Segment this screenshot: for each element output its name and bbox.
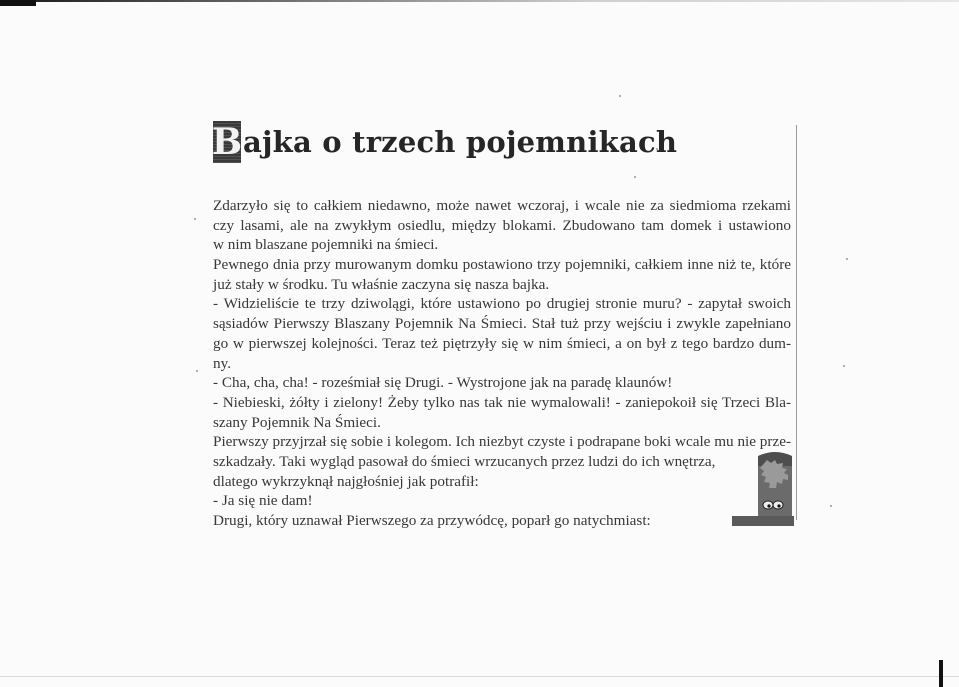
body-line: szkadzały. Taki wygląd pasował do śmieci wrzucanych przez ludzi do ich wnętrza, — [213, 452, 716, 470]
scan-edge-bottom — [0, 676, 959, 677]
story-title — [213, 117, 677, 167]
body-line: już stały w środku. Tu właśnie zaczyna się nasza bajka. — [213, 275, 550, 293]
scan-edge-line — [36, 0, 959, 2]
body-line: Pierwszy przyjrzał się sobie i kolegom. Ich niezbyt czyste i podrapane boki wcale mu nie prze- — [213, 433, 791, 451]
body-line: - Niebieski, żółty i zielony! Żeby tylko nas tak nie wymalowali! - zaniepokoił się Trzeci Bla- — [213, 393, 791, 411]
body-line: - Ja się nie dam! — [213, 492, 313, 510]
trash-can-mascot-illustration — [732, 450, 794, 526]
body-line: dlatego wykrzyknął najgłośniej jak potrafił: — [213, 472, 479, 490]
body-line: go w pierwszej kolejności. Teraz też piętrzyły się w nim śmieci, a on był z tego bardzo dum- — [213, 334, 791, 352]
scan-edge-top — [0, 0, 36, 6]
body-line: Zdarzyło się to całkiem niedawno, może nawet wczoraj, i wcale nie za siedmioma rzekami — [213, 197, 791, 214]
body-line: Pewnego dnia przy murowanym domku postawiono trzy pojemniki, całkiem inne niż te, które — [213, 256, 791, 274]
title-text: ajka o trzech pojemnikach — [243, 125, 678, 159]
body-line: - Widzieliście te trzy dziwolągi, które ustawiono po drugiej stronie muru? - zapytał swoich — [213, 295, 791, 313]
body-line: Drugi, który uznawał Pierwszego za przywódcę, poparł go natychmiast: — [213, 512, 651, 529]
body-line: sąsiadów Pierwszy Blaszany Pojemnik Na Śmieci. Stał tuż przy wejściu i zwykle zapełniano — [213, 315, 791, 333]
body-line: szany Pojemnik Na Śmieci. — [213, 413, 381, 431]
body-line: ny. — [213, 354, 231, 372]
story-body — [213, 196, 791, 531]
scan-edge-corner — [939, 660, 943, 687]
body-line: - Cha, cha, cha! - roześmiał się Drugi. - Wystrojone jak na paradę klaunów! — [213, 374, 673, 392]
column-rule — [796, 125, 797, 520]
body-line: czy lasami, ale na zwykłym osiedlu, między blokami. Zbudowano tam domek i ustawiono — [213, 216, 791, 234]
title-drop-cap: B — [211, 121, 243, 163]
body-line: w nim blaszane pojemniki na śmieci. — [213, 236, 439, 254]
